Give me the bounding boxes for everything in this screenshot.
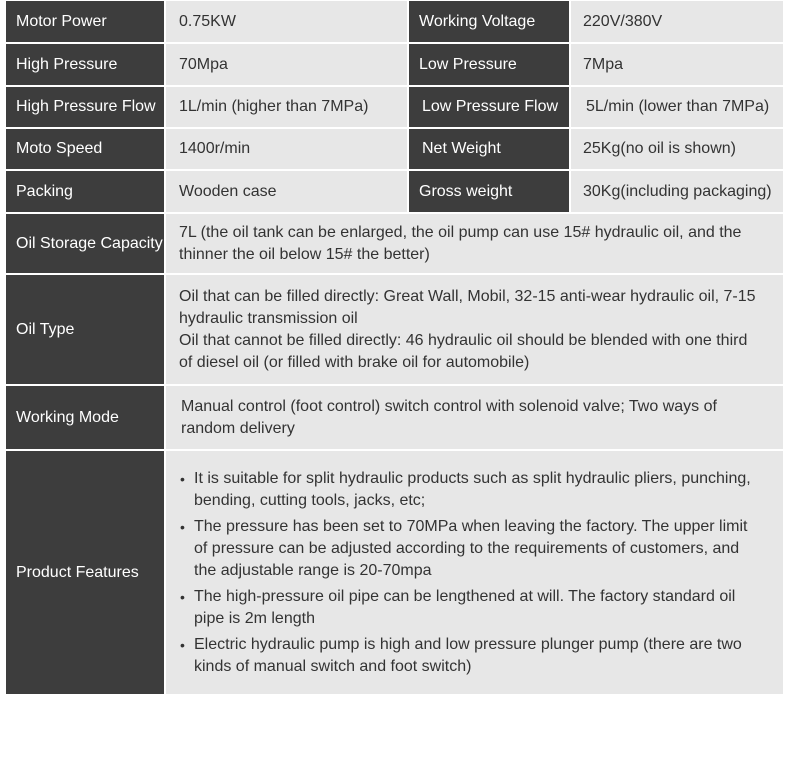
packing-label: Packing <box>16 182 73 200</box>
low-pressure-label: Low Pressure <box>419 55 517 73</box>
spec-label-cell <box>6 87 164 127</box>
high-pressure-flow-value: 1L/min (higher than 7MPa) <box>179 98 369 115</box>
spec-row-pressure <box>6 44 783 85</box>
net-weight-value: 25Kg(no oil is shown) <box>583 140 736 157</box>
oil-type-not-allowed: Oil that cannot be filled directly: 46 hydraulic oil should be blended with one third of diesel oil (or filled with brake oil for automobile) <box>179 331 748 371</box>
spec-value-cell <box>571 1 783 42</box>
working-mode-label: Working Mode <box>16 408 119 426</box>
spec-row-oil-type <box>6 275 783 384</box>
spec-value-cell <box>166 129 407 169</box>
product-features-label: Product Features <box>16 563 139 581</box>
bullet-icon: • <box>180 588 185 605</box>
gross-weight-value: 30Kg(including packaging) <box>583 182 772 200</box>
spec-label-cell <box>6 275 164 384</box>
working-voltage-label: Working Voltage <box>419 12 536 30</box>
high-pressure-flow-label: High Pressure Flow <box>16 98 156 115</box>
spec-label-cell <box>409 171 569 212</box>
spec-label-cell <box>409 129 569 169</box>
spec-row-flow <box>6 87 783 127</box>
spec-label-cell <box>6 451 164 694</box>
low-pressure-flow-value: 5L/min (lower than 7MPa) <box>586 98 770 115</box>
spec-value-cell <box>166 275 783 384</box>
feature-text: The high-pressure oil pipe can be lengthened at will. The factory standard oil pipe is 2m length <box>194 587 736 627</box>
working-mode-value: Manual control (foot control) switch control with solenoid valve; Two ways of random delivery <box>181 397 717 437</box>
spec-row-working-mode <box>6 386 783 449</box>
feature-text: The pressure has been set to 70MPa when leaving the factory. The upper limit of pressure can be adjusted according to the requirements of customers, and the adjustable range is 20-70mpa <box>194 517 748 579</box>
motor-power-value: 0.75KW <box>179 12 236 30</box>
spec-label-cell <box>6 1 164 42</box>
spec-value-cell <box>571 44 783 85</box>
list-item <box>180 516 763 582</box>
spec-label-cell <box>409 44 569 85</box>
spec-value-cell <box>166 451 783 694</box>
spec-value-cell <box>166 1 407 42</box>
spec-label-cell <box>409 1 569 42</box>
moto-speed-label: Moto Speed <box>16 140 103 157</box>
bullet-icon: • <box>180 470 185 487</box>
spec-label-cell <box>6 214 164 273</box>
oil-type-label: Oil Type <box>16 320 75 338</box>
feature-list <box>166 468 783 678</box>
bullet-icon: • <box>180 636 185 653</box>
high-pressure-label: High Pressure <box>16 55 118 73</box>
spec-value-cell <box>571 171 783 212</box>
list-item <box>180 468 763 512</box>
spec-value-cell <box>571 129 783 169</box>
moto-speed-value: 1400r/min <box>179 140 251 157</box>
oil-type-value <box>166 286 783 374</box>
spec-row-oil-storage <box>6 214 783 273</box>
spec-value-cell <box>166 386 783 449</box>
spec-label-cell <box>6 386 164 449</box>
spec-label-cell <box>6 44 164 85</box>
motor-power-label: Motor Power <box>16 12 107 30</box>
low-pressure-flow-label: Low Pressure Flow <box>422 98 559 115</box>
oil-type-allowed: Oil that can be filled directly: Great Wall, Mobil, 32-15 anti-wear hydraulic oil, 7-15 hydraulic transmission oil <box>179 287 756 327</box>
low-pressure-value: 7Mpa <box>583 55 624 73</box>
list-item <box>180 634 763 678</box>
net-weight-label: Net Weight <box>422 140 501 157</box>
spec-row-speed-weight <box>6 129 783 169</box>
spec-value-cell <box>571 87 783 127</box>
spec-value-cell <box>166 171 407 212</box>
spec-row-motor-power <box>6 1 783 42</box>
spec-label-cell <box>409 87 569 127</box>
spec-label-cell <box>6 129 164 169</box>
working-voltage-value: 220V/380V <box>583 12 663 30</box>
oil-storage-capacity-value: 7L (the oil tank can be enlarged, the oil pump can use 15# hydraulic oil, and the thinner the oil below 15# the better) <box>179 223 742 263</box>
spec-value-cell <box>166 214 783 273</box>
spec-row-product-features <box>6 451 783 694</box>
list-item <box>180 586 763 630</box>
bullet-icon: • <box>180 518 185 535</box>
gross-weight-label: Gross weight <box>419 182 513 200</box>
feature-text: It is suitable for split hydraulic products such as split hydraulic pliers, punching, bending, cutting tools, jacks, etc; <box>194 469 751 509</box>
spec-label-cell <box>6 171 164 212</box>
oil-storage-capacity-label: Oil Storage Capacity <box>16 234 163 252</box>
high-pressure-value: 70Mpa <box>179 55 228 73</box>
spec-value-cell <box>166 87 407 127</box>
packing-value: Wooden case <box>179 182 277 200</box>
spec-row-packing <box>6 171 783 212</box>
feature-text: Electric hydraulic pump is high and low pressure plunger pump (there are two kinds of manual switch and foot switch) <box>194 635 742 675</box>
spec-value-cell <box>166 44 407 85</box>
